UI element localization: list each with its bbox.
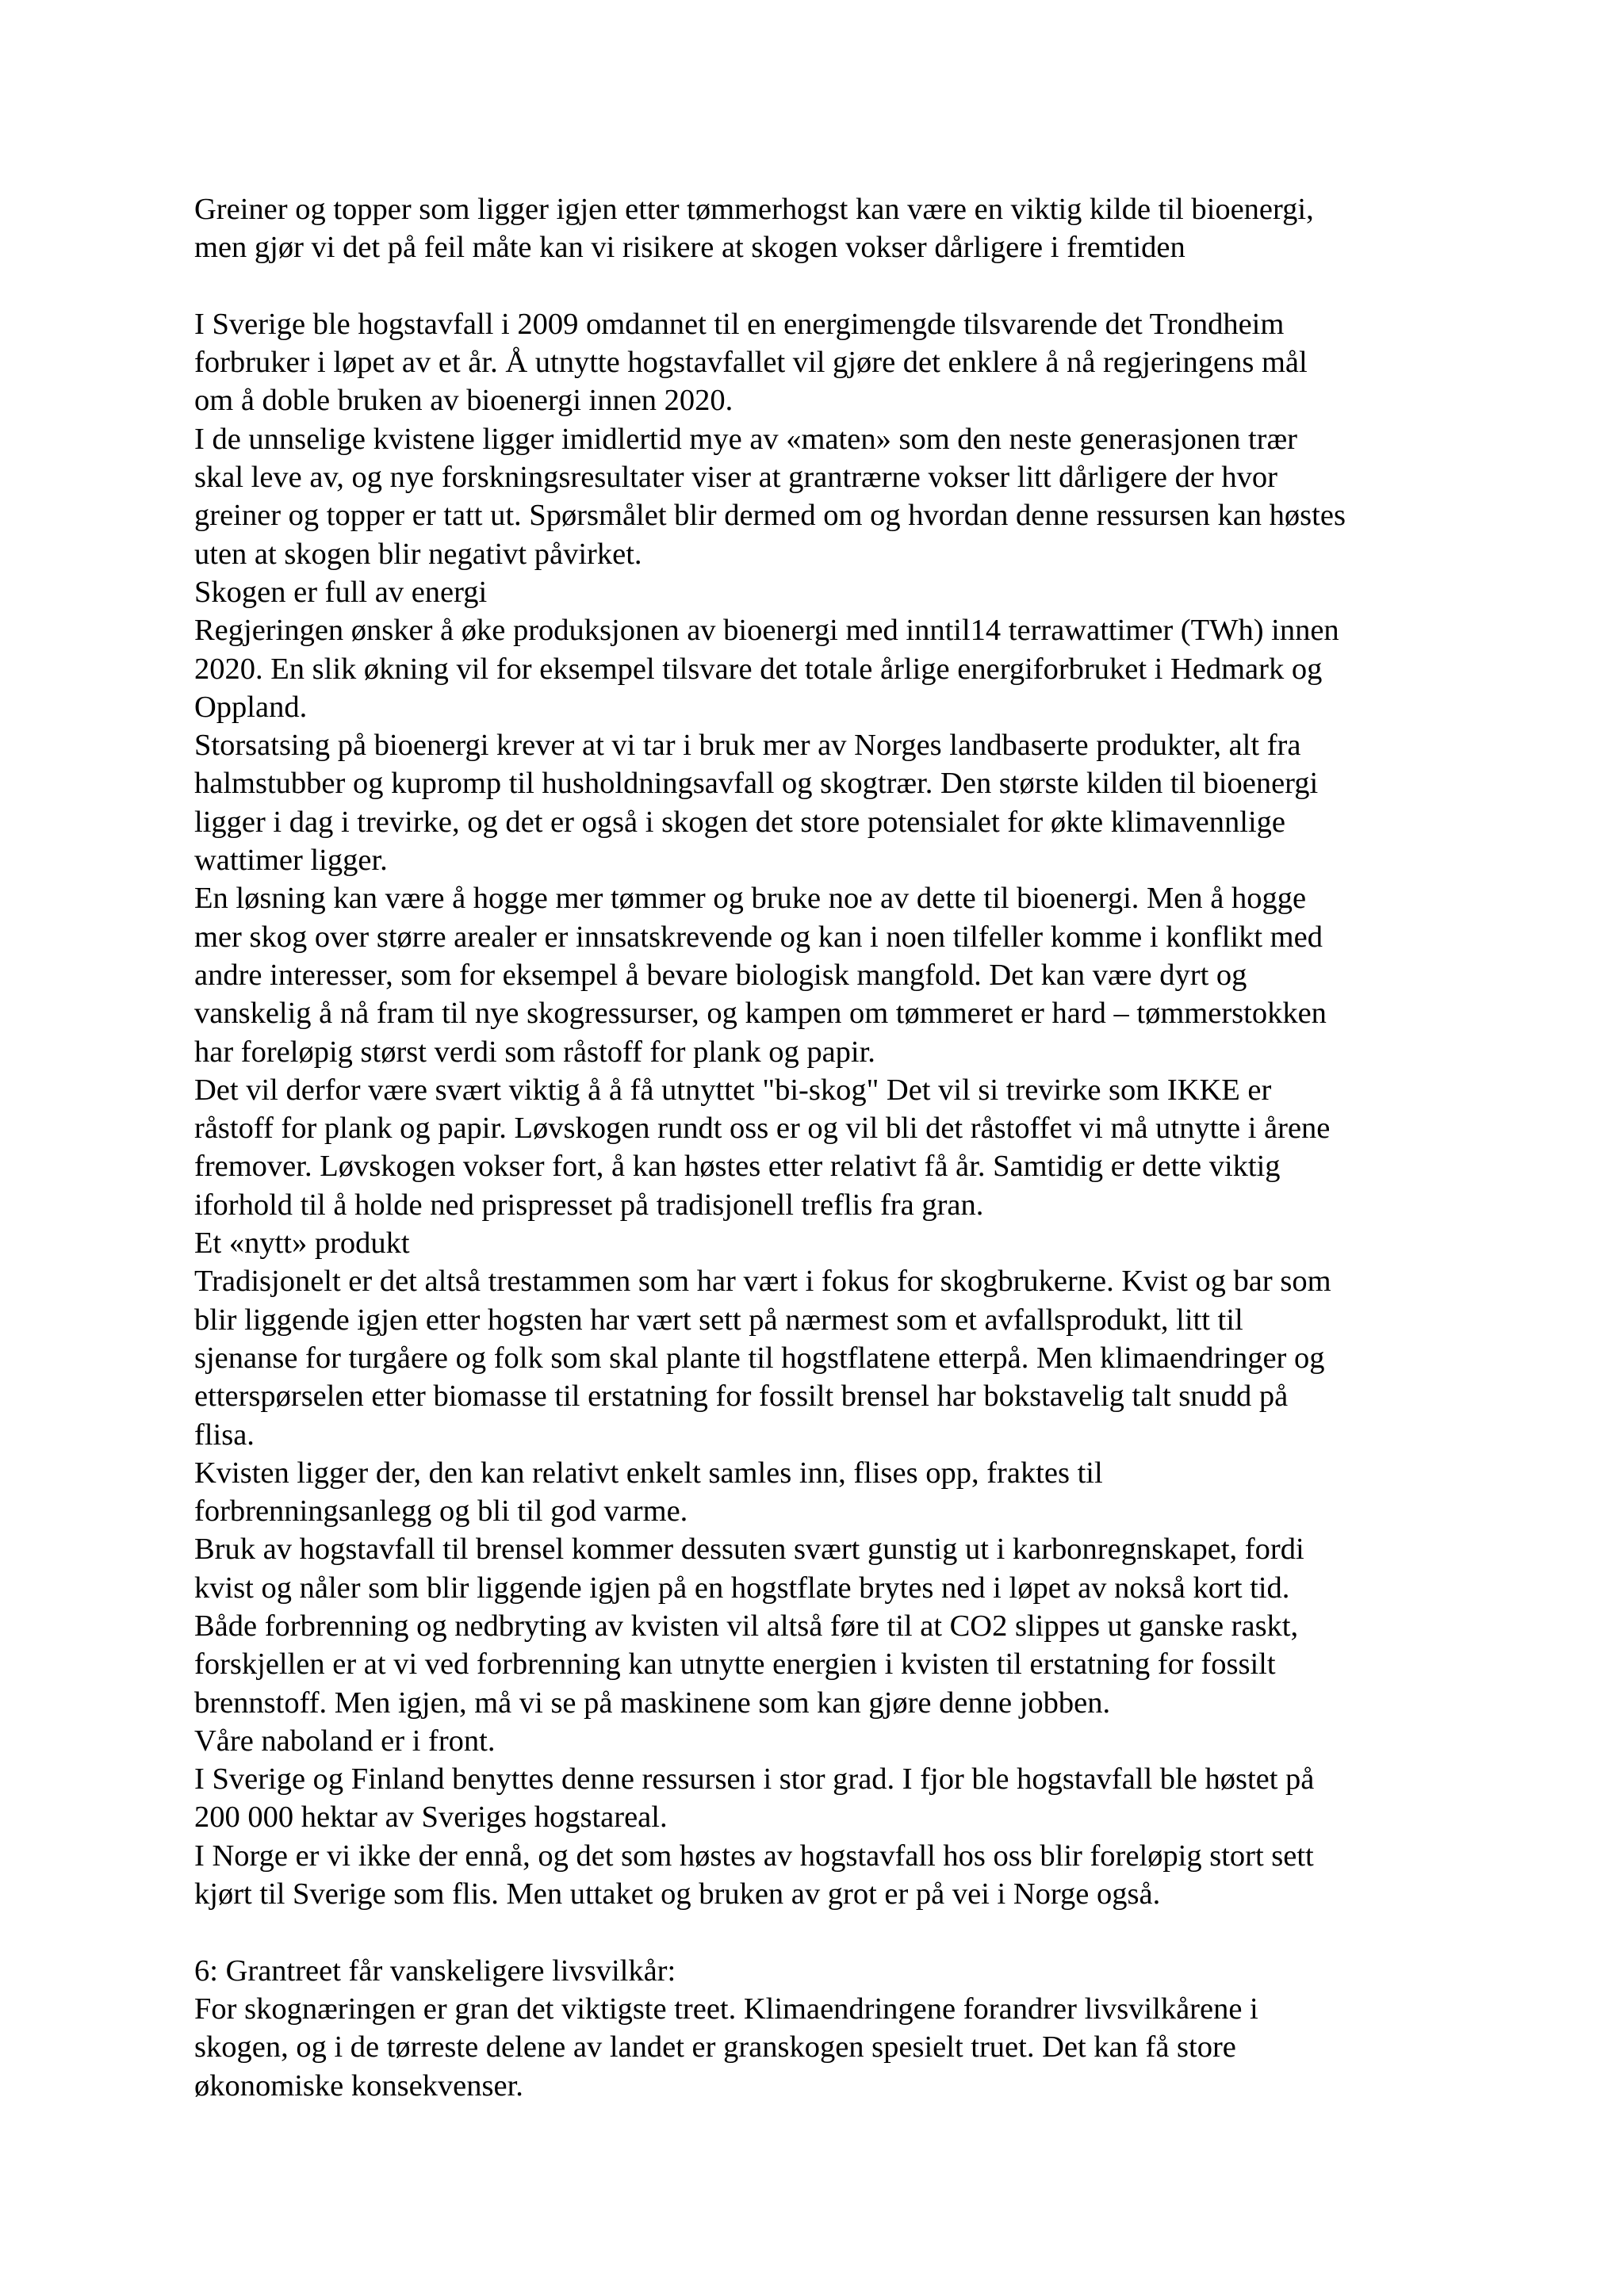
paragraph <box>194 879 1463 1070</box>
paragraph <box>194 1071 1463 1224</box>
text-line: råstoff for plank og papir. Løvskogen rundt oss er og vil bli det råstoffet vi må utnytte i årene <box>194 1112 1331 1146</box>
text-line: halmstubber og kupromp til husholdningsavfall og skogtrær. Den største kilden til bioenergi <box>194 767 1319 801</box>
text-line: flisa. <box>194 1418 255 1452</box>
text-line: greiner og topper er tatt ut. Spørsmålet blir dermed om og hvordan denne ressursen kan høstes <box>194 499 1346 533</box>
text-line: Storsatsing på bioenergi krever at vi tar i bruk mer av Norges landbaserte produkter, alt fra <box>194 729 1301 763</box>
text-line: forbruker i løpet av et år. Å utnytte hogstavfallet vil gjøre det enklere å nå regjeringens mål <box>194 346 1308 380</box>
text-line: I de unnselige kvistene ligger imidlertid mye av «maten» som den neste generasjonen trær <box>194 422 1297 456</box>
text-line: Både forbrenning og nedbryting av kvisten vil altså føre til at CO2 slippes ut ganske raskt, <box>194 1609 1299 1643</box>
paragraph <box>194 1952 1463 1990</box>
text-line: Kvisten ligger der, den kan relativt enkelt samles inn, flises opp, fraktes til <box>194 1456 1103 1490</box>
paragraph <box>194 1760 1463 1837</box>
text-line: 6: Grantreet får vanskeligere livsvilkår: <box>194 1954 676 1988</box>
text-line: Et «nytt» produkt <box>194 1226 410 1261</box>
text-line: I Sverige ble hogstavfall i 2009 omdannet til en energimengde tilsvarende det Trondheim <box>194 307 1285 341</box>
text-line: I Sverige og Finland benyttes denne ressursen i stor grad. I fjor ble hogstavfall ble høstet på <box>194 1762 1315 1797</box>
paragraph <box>194 1454 1463 1531</box>
text-line: ligger i dag i trevirke, og det er også i skogen det store potensialet for økte klimavennlige <box>194 805 1285 839</box>
text-line: vanskelig å nå fram til nye skogressurser, og kampen om tømmeret er hard – tømmerstokken <box>194 997 1327 1031</box>
text-line: om å doble bruken av bioenergi innen 2020. <box>194 384 733 418</box>
text-line: har foreløpig størst verdi som råstoff for plank og papir. <box>194 1035 875 1069</box>
paragraph <box>194 726 1463 879</box>
text-line: kjørt til Sverige som flis. Men uttaket og bruken av grot er på vei i Norge også. <box>194 1877 1161 1911</box>
text-line: Våre naboland er i front. <box>194 1724 496 1758</box>
paragraph <box>194 1262 1463 1453</box>
text-line: etterspørselen etter biomasse til erstatning for fossilt brensel har bokstavelig talt snudd på <box>194 1380 1289 1414</box>
text-line: Oppland. <box>194 690 308 724</box>
text-line: andre interesser, som for eksempel å bevare biologisk mangfold. Det kan være dyrt og <box>194 958 1247 992</box>
paragraph <box>194 190 1463 267</box>
text-line: 2020. En slik økning vil for eksempel tilsvare det totale årlige energiforbruket i Hedmark og <box>194 652 1323 686</box>
text-line: skal leve av, og nye forskningsresultater viser at grantrærne vokser litt dårligere der hvor <box>194 461 1277 495</box>
text-line: skogen, og i de tørreste delene av landet er granskogen spesielt truet. Det kan få store <box>194 2030 1236 2064</box>
paragraph-spacer <box>194 1913 1463 1951</box>
text-line: For skognæringen er gran det viktigste treet. Klimaendringene forandrer livsvilkårene i <box>194 1992 1258 2026</box>
text-line: En løsning kan være å hogge mer tømmer og bruke noe av dette til bioenergi. Men å hogge <box>194 882 1307 916</box>
text-line: 200 000 hektar av Sveriges hogstareal. <box>194 1800 668 1835</box>
text-line: Greiner og topper som ligger igjen etter tømmerhogst kan være en viktig kilde til bioenergi, <box>194 193 1314 226</box>
text-line: sjenanse for turgåere og folk som skal plante til hogstflatene etterpå. Men klimaendringer og <box>194 1341 1325 1375</box>
text-line: men gjør vi det på feil måte kan vi risikere at skogen vokser dårligere i fremtiden <box>194 231 1185 265</box>
paragraph <box>194 305 1463 420</box>
text-line: Bruk av hogstavfall til brensel kommer dessuten svært gunstig ut i karbonregnskapet, fordi <box>194 1533 1304 1567</box>
text-line: brennstoff. Men igjen, må vi se på maskinene som kan gjøre denne jobben. <box>194 1686 1111 1720</box>
text-line: forskjellen er at vi ved forbrenning kan utnytte energien i kvisten til erstatning for fossilt <box>194 1647 1276 1682</box>
text-line: Tradisjonelt er det altså trestammen som har vært i fokus for skogbrukerne. Kvist og bar som <box>194 1265 1331 1299</box>
text-line: Regjeringen ønsker å øke produksjonen av bioenergi med inntil14 terrawattimer (TWh) innen <box>194 614 1339 648</box>
text-line: I Norge er vi ikke der ennå, og det som høstes av hogstavfall hos oss blir foreløpig stort sett <box>194 1839 1314 1873</box>
text-line: økonomiske konsekvenser. <box>194 2068 523 2103</box>
document-body <box>194 190 1463 2105</box>
text-line: kvist og nåler som blir liggende igjen på en hogstflate brytes ned i løpet av nokså kort tid. <box>194 1571 1290 1605</box>
text-line: iforhold til å holde ned prispresset på tradisjonell treflis fra gran. <box>194 1188 984 1222</box>
paragraph <box>194 420 1463 573</box>
paragraph <box>194 573 1463 611</box>
text-line: uten at skogen blir negativt påvirket. <box>194 537 642 571</box>
text-line: wattimer ligger. <box>194 844 388 878</box>
text-line: blir liggende igjen etter hogsten har vært sett på nærmest som et avfallsprodukt, litt til <box>194 1303 1243 1337</box>
paragraph-spacer <box>194 267 1463 305</box>
paragraph <box>194 1530 1463 1721</box>
paragraph <box>194 1837 1463 1914</box>
paragraph <box>194 1224 1463 1262</box>
text-line: fremover. Løvskogen vokser fort, å kan høstes etter relativt få år. Samtidig er dette viktig <box>194 1150 1281 1184</box>
paragraph <box>194 1990 1463 2105</box>
paragraph <box>194 1722 1463 1760</box>
text-line: forbrenningsanlegg og bli til god varme. <box>194 1494 688 1529</box>
text-line: mer skog over større arealer er innsatskrevende og kan i noen tilfeller komme i konflikt med <box>194 920 1323 954</box>
text-line: Skogen er full av energi <box>194 575 488 609</box>
text-line: Det vil derfor være svært viktig å å få utnyttet "bi-skog" Det vil si trevirke som IKKE er <box>194 1073 1272 1107</box>
paragraph <box>194 611 1463 726</box>
